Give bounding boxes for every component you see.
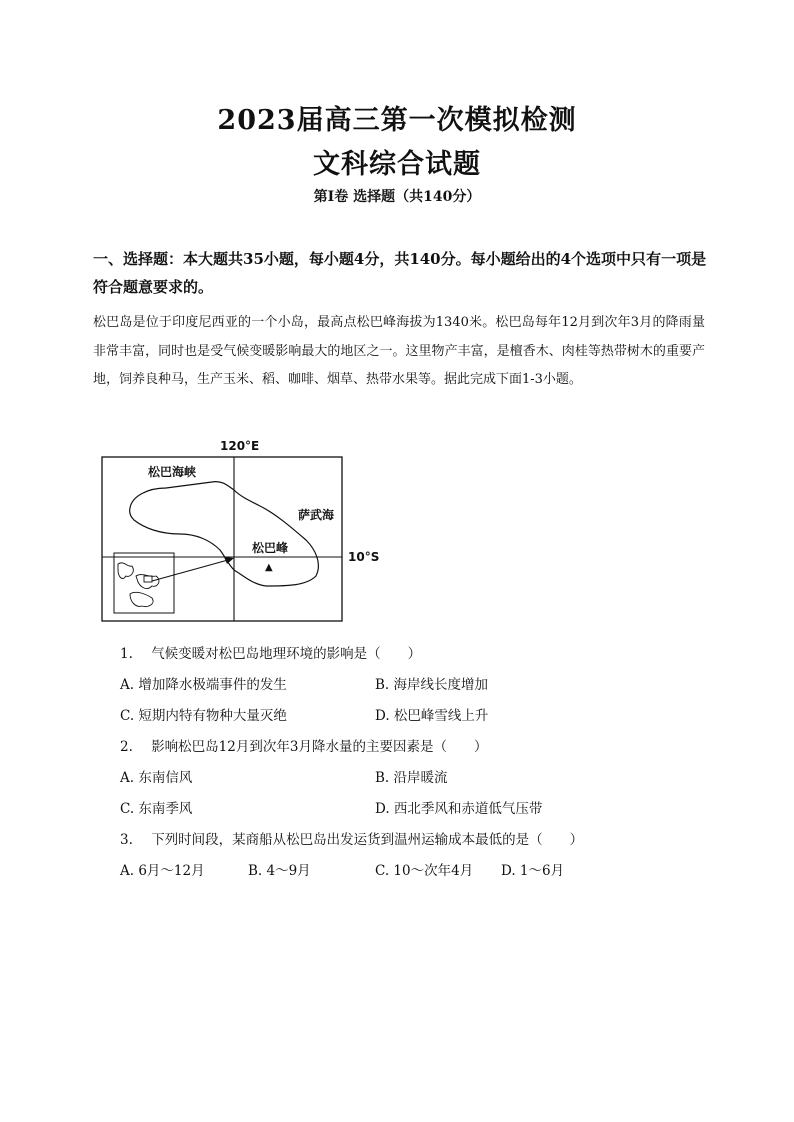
question-stem: 下列时间段，某商船从松巴岛出发运货到温州运输成本最低的是（ ） [151, 832, 584, 848]
sumba-island-map [100, 436, 390, 626]
question-stem: 气候变暖对松巴岛地理环境的影响是（ ） [151, 646, 422, 662]
option-1c: C. 短期内特有物种大量灭绝 [120, 708, 287, 724]
sumba-island-outline [130, 482, 319, 586]
option-3b: B. 4～9月 [248, 863, 311, 879]
question-stem: 影响松巴岛12月到次年3月降水量的主要因素是（ ） [151, 739, 488, 755]
peak-icon: ▲ [265, 562, 273, 573]
inset-frame [114, 553, 174, 613]
peak-label: 松巴峰 [252, 541, 289, 555]
option-3d: D. 1～6月 [501, 863, 565, 879]
option-2a: A. 东南信风 [120, 770, 193, 786]
question-number: 2. [120, 739, 133, 755]
option-1b: B. 海岸线长度增加 [375, 677, 489, 693]
sea-label: 萨武海 [298, 508, 335, 522]
reading-passage: 松巴岛是位于印度尼西亚的一个小岛，最高点松巴峰海拔为1340米。松巴岛每年12月到次年3月的降雨量非常丰富，同时也是受气候变暖影响最大的地区之一。这里物产丰富，是檀香木、肉桂等热带树木的重要产地，饲养良种马，生产玉米、稻、咖啡、烟草、热带水果等。据此完成下面1-3小题。 [93, 315, 705, 387]
option-3c: C. 10～次年4月 [375, 863, 474, 879]
question-2 [120, 735, 487, 755]
strait-label: 松巴海峡 [148, 465, 197, 479]
latitude-label: 10°S [348, 550, 380, 564]
locator-arrow-line [152, 560, 228, 581]
inset-highlight [144, 576, 152, 582]
question-1 [120, 642, 421, 662]
section-heading: 第Ⅰ卷 选择题（共140分） [313, 189, 481, 205]
page-title: 2023届高三第一次模拟检测 [217, 105, 577, 136]
option-2b: B. 沿岸暖流 [375, 770, 448, 786]
inset-coast-3 [130, 592, 153, 606]
map-frame [102, 457, 342, 621]
option-3a: A. 6月～12月 [120, 863, 205, 879]
longitude-label: 120°E [220, 439, 260, 453]
question-number: 1. [120, 646, 133, 662]
option-2c: C. 东南季风 [120, 801, 193, 817]
question-3 [120, 828, 583, 848]
inset-coast-1 [118, 563, 133, 579]
option-1d: D. 松巴峰雪线上升 [375, 708, 489, 724]
question-number: 3. [120, 832, 133, 848]
option-1a: A. 增加降水极端事件的发生 [120, 677, 287, 693]
page-subtitle: 文科综合试题 [313, 149, 481, 180]
section-instructions: 一、选择题：本大题共35小题，每小题4分，共140分。每小题给出的4个选项中只有一项是符合题意要求的。 [93, 250, 707, 296]
option-2d: D. 西北季风和赤道低气压带 [375, 801, 543, 817]
